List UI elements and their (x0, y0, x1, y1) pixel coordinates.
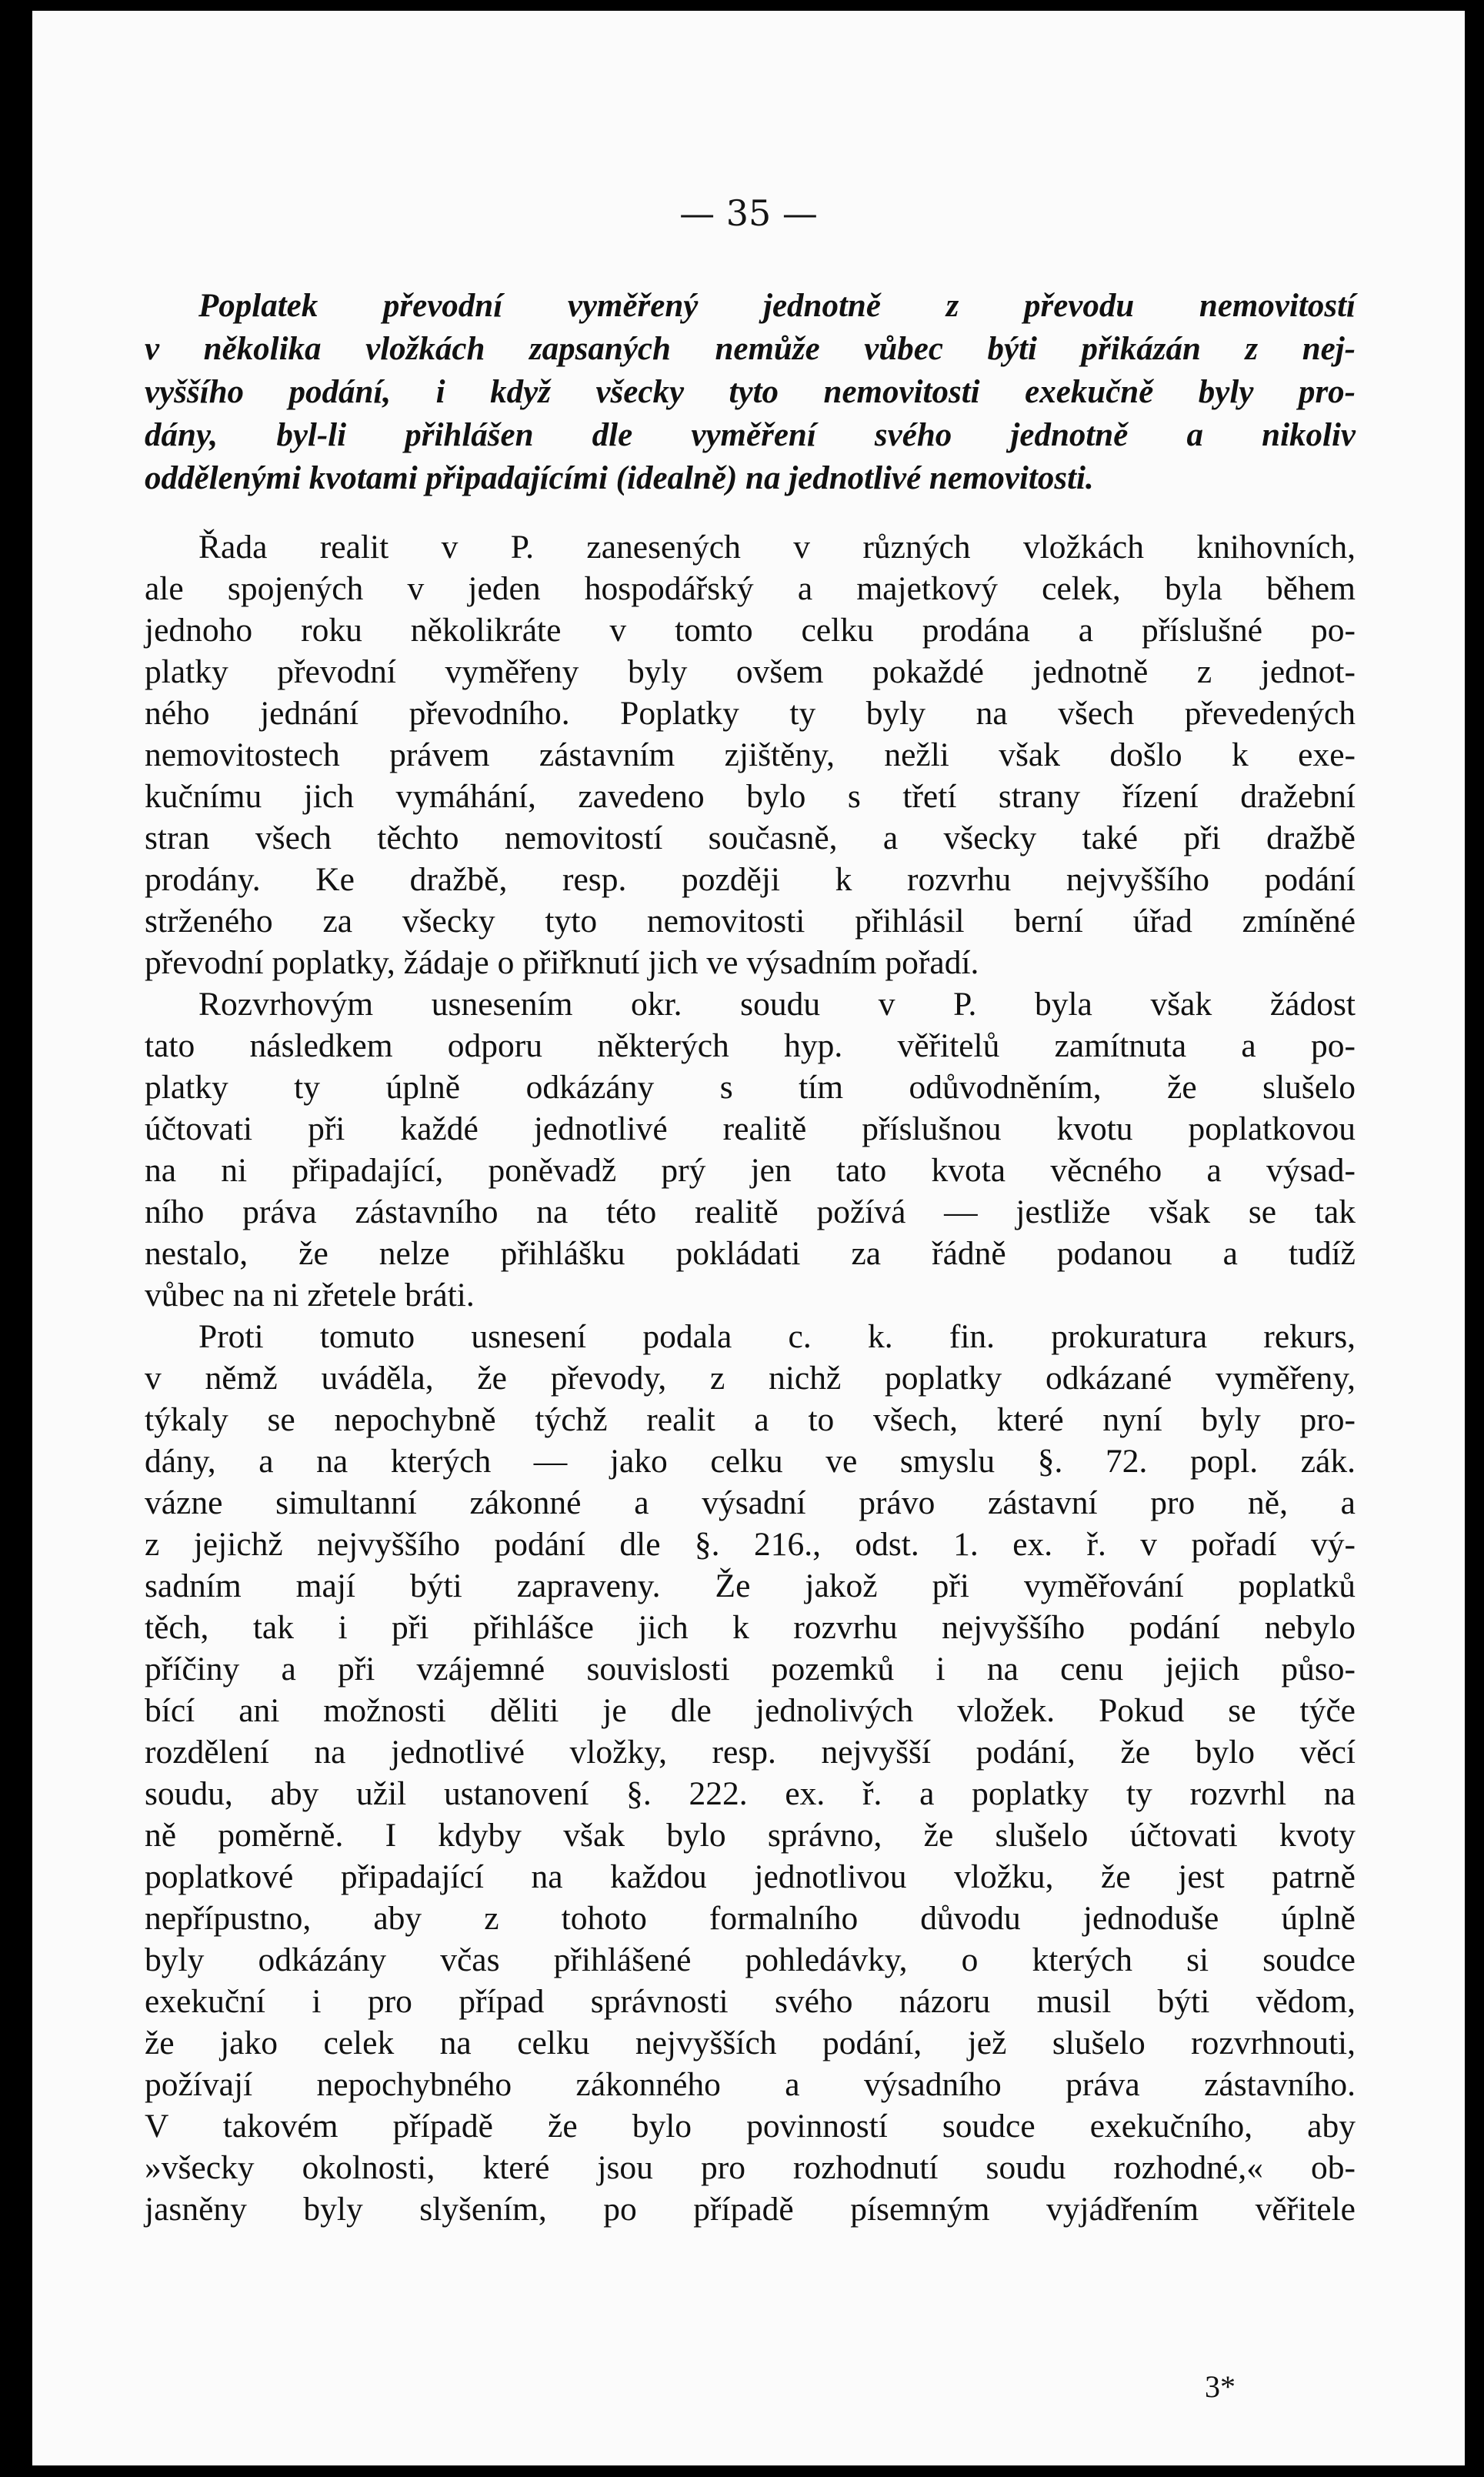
case-summary (145, 285, 1356, 500)
body-line: příčiny a při vzájemné souvislosti pozemků i na cenu jejich půso- (145, 1651, 1356, 1687)
body-line: sadním mají býti zapraveny. Že jakož při vyměřování poplatků (145, 1567, 1356, 1604)
body-line: převodní poplatky, žádaje o přiřknutí jich ve výsadním pořadí. (145, 944, 979, 981)
body-line: z jejichž nejvyššího podání dle §. 216., odst. 1. ex. ř. v pořadí vý- (145, 1526, 1356, 1563)
body-line: strženého za všecky tyto nemovitosti přihlásil berní úřad zmíněné (145, 903, 1356, 940)
summary-line: v několika vložkách zapsaných nemůže vůbec býti přikázán z nej- (145, 331, 1356, 367)
signature-mark: 3* (1205, 2369, 1236, 2404)
body-line: rozdělení na jednotlivé vložky, resp. nejvyšší podání, že bylo věcí (145, 1734, 1356, 1771)
body-line: účtovati při každé jednotlivé realitě příslušnou kvotu poplatkovou (145, 1110, 1356, 1147)
body-line: platky ty úplně odkázány s tím odůvodněním, že slušelo (145, 1069, 1356, 1106)
body-line: Rozvrhovým usnesením okr. soudu v P. byla však žádost (198, 986, 1356, 1023)
body-line: jednoho roku několikráte v tomto celku prodána a příslušné po- (145, 612, 1356, 649)
body-line: že jako celek na celku nejvyšších podání, jež slušelo rozvrhnouti, (145, 2025, 1356, 2061)
body-line: soudu, aby užil ustanovení §. 222. ex. ř. a poplatky ty rozvrhl na (145, 1775, 1356, 1812)
body-line: dány, a na kterých — jako celku ve smyslu §. 72. popl. zák. (145, 1443, 1356, 1480)
body-line: ního práva zástavního na této realitě požívá — jestliže však se tak (145, 1193, 1356, 1230)
body-line: ného jednání převodního. Poplatky ty byly na všech převedených (145, 695, 1356, 732)
body-line: jasněny byly slyšením, po případě písemným vyjádřením věřitele (145, 2191, 1356, 2228)
page-number: — 35 — (679, 192, 818, 234)
body-line: Proti tomuto usnesení podala c. k. fin. prokuratura rekurs, (198, 1318, 1356, 1355)
body-line: V takovém případě že bylo povinností soudce exekučního, aby (145, 2108, 1356, 2145)
body-line: na ni připadající, poněvadž prý jen tato kvota věcného a výsad- (145, 1152, 1356, 1189)
body-line: nestalo, že nelze přihlášku pokládati za řádně podanou a tudíž (145, 1235, 1356, 1272)
summary-line: dány, byl-li přihlášen dle vyměření svého jednotně a nikoliv (145, 417, 1356, 453)
body-line: poplatkové připadající na každou jednotlivou vložku, že jest patrně (145, 1858, 1356, 1895)
body-line: týkaly se nepochybně týchž realit a to všech, které nyní byly pro- (145, 1401, 1356, 1438)
body-line: platky převodní vyměřeny byly ovšem pokaždé jednotně z jednot- (145, 653, 1356, 690)
body-line: nemovitostech právem zástavním zjištěny, nežli však došlo k exe- (145, 736, 1356, 773)
body-line: exekuční i pro případ správnosti svého názoru musil býti vědom, (145, 1983, 1356, 2020)
body-line: tato následkem odporu některých hyp. věřitelů zamítnuta a po- (145, 1027, 1356, 1064)
body-line: nepřípustno, aby z tohoto formalního důvodu jednoduše úplně (145, 1900, 1356, 1937)
body-line: byly odkázány včas přihlášené pohledávky, o kterých si soudce (145, 1941, 1356, 1978)
body-line: kučnímu jich vymáhání, zavedeno bylo s třetí strany řízení dražební (145, 778, 1356, 815)
summary-line: oddělenými kvotami připadajícími (idealně) na jednotlivé nemovitosti. (145, 460, 1094, 496)
body-text (145, 526, 1356, 2230)
book-page (32, 11, 1465, 2465)
body-line: v němž uváděla, že převody, z nichž poplatky odkázané vyměřeny, (145, 1360, 1356, 1397)
body-line: prodány. Ke dražbě, resp. později k rozvrhu nejvyššího podání (145, 861, 1356, 898)
body-line: požívají nepochybného zákonného a výsadního práva zástavního. (145, 2066, 1356, 2103)
body-line: stran všech těchto nemovitostí současně, a všecky také při dražbě (145, 820, 1356, 856)
body-line: ně poměrně. I kdyby však bylo správno, že slušelo účtovati kvoty (145, 1817, 1356, 1854)
body-line: »všecky okolnosti, které jsou pro rozhodnutí soudu rozhodné,« ob- (145, 2149, 1356, 2186)
summary-line: vyššího podání, i když všecky tyto nemovitosti exekučně byly pro- (145, 374, 1356, 410)
body-line: bící ani možnosti děliti je dle jednolivých vložek. Pokud se týče (145, 1692, 1356, 1729)
body-line: Řada realit v P. zanesených v různých vložkách knihovních, (198, 529, 1356, 566)
body-line: těch, tak i při přihlášce jich k rozvrhu nejvyššího podání nebylo (145, 1609, 1356, 1646)
summary-line: Poplatek převodní vyměřený jednotně z převodu nemovitostí (198, 288, 1356, 324)
body-line: vázne simultanní zákonné a výsadní právo zástavní pro ně, a (145, 1484, 1356, 1521)
body-line: ale spojených v jeden hospodářský a majetkový celek, byla během (145, 570, 1356, 607)
body-line: vůbec na ni zřetele bráti. (145, 1277, 475, 1314)
